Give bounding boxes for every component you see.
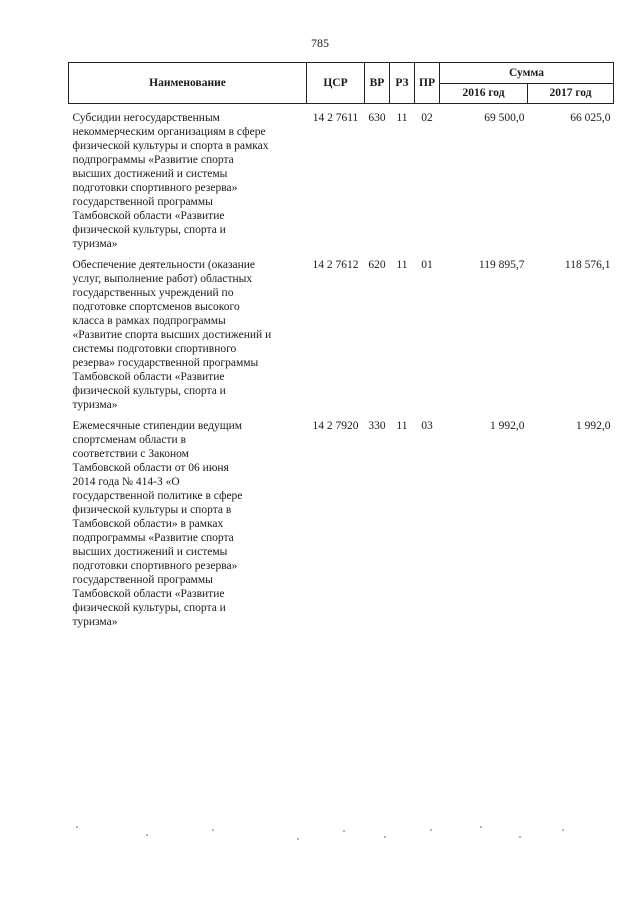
row-sum-2017: 118 576,1	[564, 259, 611, 271]
header-year-2017: 2017 год	[528, 83, 614, 104]
row-csr: 14 2 7920	[312, 420, 359, 432]
header-name: Наименование	[69, 63, 307, 104]
scan-speck	[76, 826, 78, 828]
row-vr: 330	[368, 420, 386, 432]
table-row	[69, 412, 614, 629]
header-rz: РЗ	[390, 63, 415, 104]
row-sum-2016: 1 992,0	[490, 420, 525, 432]
row-name: Субсидии негосударственным некоммерческим организациям в сфере физической культуры и спорта в рамках подпрограммы «Развитие спорта высших достижений и системы подготовки спортивного резерва» государственной программы Тамбовской области «Развитие физической культуры, спорта и туризма»	[72, 112, 269, 250]
row-sum-2016: 119 895,7	[478, 259, 525, 271]
scan-speck	[212, 829, 214, 831]
row-sum-2017: 66 025,0	[570, 112, 611, 124]
header-vr: ВР	[365, 63, 390, 104]
scan-speck	[480, 826, 482, 828]
row-vr: 620	[368, 259, 386, 271]
header-sum: Сумма	[440, 63, 614, 84]
row-name: Обеспечение деятельности (оказание услуг, выполнение работ) областных государственных учреждений по подготовке спортсменов высокого класса в рамках подпрограммы «Развитие спорта высших достижений и системы подготовки спортивного резерва» государственной программы Тамбовской области «Развитие физической культуры, спорта и туризма»	[72, 259, 272, 411]
row-pr: 03	[421, 420, 433, 432]
budget-table	[68, 62, 614, 629]
row-sum-2016: 69 500,0	[484, 112, 525, 124]
row-pr: 01	[421, 259, 433, 271]
scan-speck	[430, 829, 432, 831]
header-csr: ЦСР	[307, 63, 365, 104]
row-pr: 02	[421, 112, 433, 124]
scan-speck	[297, 838, 299, 840]
row-csr: 14 2 7611	[312, 112, 359, 124]
row-rz: 11	[396, 112, 408, 124]
table-row	[69, 104, 614, 252]
row-rz: 11	[396, 420, 408, 432]
scan-speck	[562, 829, 564, 831]
scan-speck	[519, 836, 521, 838]
row-sum-2017: 1 992,0	[576, 420, 611, 432]
row-name: Ежемесячные стипендии ведущим спортсменам области в соответствии с Законом Тамбовской области от 06 июня 2014 года № 414-З «О государственной политике в сфере физической культуры и спорта в Тамбовской области» в рамках подпрограммы «Развитие спорта высших достижений и системы подготовки спортивного резерва» государственной программы Тамбовской области «Развитие физической культуры, спорта и туризма»	[72, 420, 243, 628]
scan-speck	[343, 830, 345, 832]
row-csr: 14 2 7612	[312, 259, 359, 271]
header-year-2016: 2016 год	[440, 83, 528, 104]
row-vr: 630	[368, 112, 386, 124]
scan-speck	[146, 834, 148, 836]
header-pr: ПР	[415, 63, 440, 104]
page-number: 785	[311, 36, 329, 50]
table-row	[69, 251, 614, 412]
scan-speck	[384, 836, 386, 838]
row-rz: 11	[396, 259, 408, 271]
